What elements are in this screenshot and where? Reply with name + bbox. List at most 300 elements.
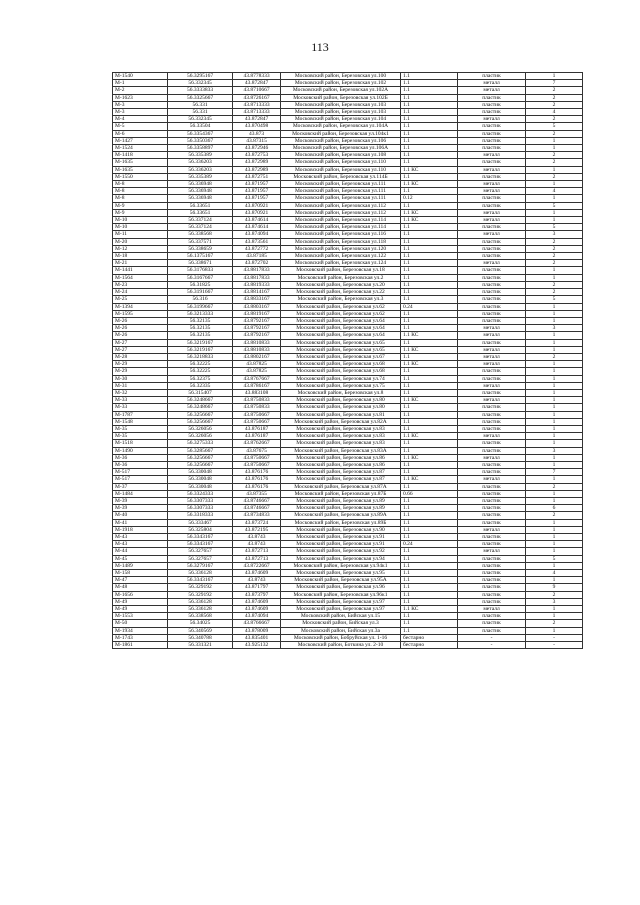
address-cell: Московский район, Березовская ул.97 <box>281 598 401 605</box>
latitude-cell: 56.3256667 <box>168 461 233 468</box>
container-count-cell: 2 <box>526 483 583 490</box>
latitude-cell: 56.340788 <box>168 634 233 641</box>
container-material-cell: пластик <box>458 505 526 512</box>
container-count-cell: 2 <box>526 130 583 137</box>
address-cell: Московский район, Березовская ул.114 <box>281 224 401 231</box>
table-row <box>113 469 583 476</box>
container-count-cell: 1 <box>526 274 583 281</box>
latitude-cell: 56.32335 <box>168 382 233 389</box>
longitude-cell: 43.8713333 <box>233 109 281 116</box>
table-row <box>113 245 583 252</box>
address-cell: Московский район, Боткина ул. 2-10 <box>281 642 401 649</box>
latitude-cell: 56.332345 <box>168 116 233 123</box>
container-count-cell: 2 <box>526 173 583 180</box>
table-row <box>113 541 583 548</box>
table-row <box>113 368 583 375</box>
table-row <box>113 512 583 519</box>
container-material-cell: пластик <box>458 245 526 252</box>
latitude-cell: 56.3343167 <box>168 534 233 541</box>
container-count-cell: 5 <box>526 224 583 231</box>
container-material-cell: пластик <box>458 253 526 260</box>
longitude-cell: 43.876176 <box>233 483 281 490</box>
page-number: 113 <box>311 40 329 54</box>
container-volume-cell: 1.1 <box>401 555 458 562</box>
address-cell: Московский район, Березовская ул.3 <box>281 296 401 303</box>
latitude-cell: 56.3167667 <box>168 274 233 281</box>
container-volume-cell: 1.1 <box>401 627 458 634</box>
longitude-cell: 43.8750667 <box>233 454 281 461</box>
latitude-cell: 56.3248667 <box>168 404 233 411</box>
latitude-cell: 56.34025 <box>168 620 233 627</box>
longitude-cell: 43.8767667 <box>233 375 281 382</box>
address-cell: Московский район, Березовская ул.104к1 <box>281 130 401 137</box>
address-cell: Московский район, Березовская ул.94к1 <box>281 562 401 569</box>
container-count-cell: 1 <box>526 339 583 346</box>
container-material-cell: пластик <box>458 224 526 231</box>
container-count-cell: 2 <box>526 281 583 288</box>
longitude-cell: 43.870498 <box>233 123 281 130</box>
latitude-cell: 56.32135 <box>168 325 233 332</box>
site-id-cell: М-40 <box>113 512 168 519</box>
latitude-cell: 56.3191667 <box>168 289 233 296</box>
container-volume-cell: 1.1 <box>401 310 458 317</box>
site-id-cell: М-4 <box>113 116 168 123</box>
table-row <box>113 490 583 497</box>
container-material-cell: пластик <box>458 562 526 569</box>
container-count-cell: 1 <box>526 375 583 382</box>
latitude-cell: 56.338671 <box>168 260 233 267</box>
latitude-cell: 56.329192 <box>168 591 233 598</box>
latitude-cell: 56.330048 <box>168 483 233 490</box>
container-count-cell: 2 <box>526 152 583 159</box>
container-material-cell: металл <box>458 346 526 353</box>
longitude-cell: 43.8743 <box>233 577 281 584</box>
container-count-cell: 1 <box>526 332 583 339</box>
address-cell: Московский район, Березовская ул.89 <box>281 505 401 512</box>
container-count-cell: 2 <box>526 253 583 260</box>
container-material-cell: металл <box>458 209 526 216</box>
address-cell: Московский район, Березовская ул.64 <box>281 317 401 324</box>
longitude-cell: 43.87315 <box>233 137 281 144</box>
latitude-cell: 56.3343167 <box>168 577 233 584</box>
longitude-cell: 43.883108 <box>233 389 281 396</box>
container-material-cell: пластик <box>458 101 526 108</box>
address-cell: Московский район, Березовская ул.92 <box>281 548 401 555</box>
container-count-cell: 1 <box>526 267 583 274</box>
latitude-cell: 56.327657 <box>168 548 233 555</box>
latitude-cell: 56.3318333 <box>168 512 233 519</box>
site-id-cell: М-5 <box>113 123 168 130</box>
container-count-cell: 1 <box>526 519 583 526</box>
table-row <box>113 145 583 152</box>
latitude-cell: 56.316 <box>168 296 233 303</box>
longitude-cell: 43.874609 <box>233 570 281 577</box>
longitude-cell: 43.870921 <box>233 202 281 209</box>
table-row <box>113 217 583 224</box>
container-material-cell: пластик <box>458 267 526 274</box>
container-count-cell: 2 <box>526 116 583 123</box>
container-count-cell: 5 <box>526 202 583 209</box>
container-count-cell: 1 <box>526 526 583 533</box>
address-cell: Московский район, Березовская ул.111 <box>281 195 401 202</box>
table-row <box>113 425 583 432</box>
container-count-cell: 1 <box>526 433 583 440</box>
longitude-cell: 43.8810833 <box>233 346 281 353</box>
container-material-cell: металл <box>458 325 526 332</box>
latitude-cell: 56.3354367 <box>168 130 233 137</box>
container-count-cell: 1 <box>526 562 583 569</box>
container-material-cell: пластик <box>458 418 526 425</box>
site-id-cell: М-36 <box>113 461 168 468</box>
table-row <box>113 562 583 569</box>
table-row <box>113 346 583 353</box>
longitude-cell: 43.870921 <box>233 209 281 216</box>
table-row <box>113 339 583 346</box>
container-material-cell: металл <box>458 152 526 159</box>
container-volume-cell: 1.1 <box>401 145 458 152</box>
container-volume-cell: 1.1 <box>401 116 458 123</box>
table-row <box>113 577 583 584</box>
longitude-cell: 43.872751 <box>233 173 281 180</box>
latitude-cell: 56.33504 <box>168 123 233 130</box>
table-body <box>113 73 583 649</box>
container-volume-cell: 1.1 КС <box>401 209 458 216</box>
container-volume-cell: 1.1 КС <box>401 346 458 353</box>
latitude-cell: 56.3199667 <box>168 303 233 310</box>
table-row <box>113 109 583 116</box>
address-cell: Московский район, Березовская ул.103 <box>281 101 401 108</box>
latitude-cell: 56.337124 <box>168 224 233 231</box>
container-material-cell: металл <box>458 188 526 195</box>
container-volume-cell: 1.1 <box>401 224 458 231</box>
latitude-cell: 56.338568 <box>168 231 233 238</box>
address-cell: Московский район, Березовская ул.95А <box>281 577 401 584</box>
container-material-cell: пластик <box>458 519 526 526</box>
site-id-cell: М-45 <box>113 555 168 562</box>
container-material-cell: пластик <box>458 296 526 303</box>
container-count-cell: 2 <box>526 87 583 94</box>
container-material-cell: пластик <box>458 483 526 490</box>
container-volume-cell: 1.1 <box>401 613 458 620</box>
address-cell: Московский район, Березовская ул.87 <box>281 469 401 476</box>
site-id-cell: М-1540 <box>113 73 168 80</box>
container-material-cell: пластик <box>458 109 526 116</box>
container-material-cell: металл <box>458 217 526 224</box>
container-material-cell: пластик <box>458 94 526 101</box>
address-cell: Московский район, Березовская ул.64 <box>281 325 401 332</box>
container-volume-cell: 1.1 <box>401 548 458 555</box>
container-material-cell: металл <box>458 606 526 613</box>
address-cell: Московский район, Березовская ул.102А <box>281 87 401 94</box>
container-count-cell: 6 <box>526 505 583 512</box>
container-volume-cell: 1.1 <box>401 620 458 627</box>
container-volume-cell: 1.1 <box>401 382 458 389</box>
container-material-cell: пластик <box>458 425 526 432</box>
container-count-cell: - <box>526 642 583 649</box>
container-count-cell: 1 <box>526 418 583 425</box>
longitude-cell: 43.872772 <box>233 245 281 252</box>
container-material-cell: пластик <box>458 195 526 202</box>
longitude-cell: 43.8746667 <box>233 497 281 504</box>
container-material-cell: пластик <box>458 303 526 310</box>
container-volume-cell: 1.1 <box>401 339 458 346</box>
table-row <box>113 570 583 577</box>
container-material-cell: пластик <box>458 238 526 245</box>
address-cell: Московский район, Березовская ул.97 <box>281 606 401 613</box>
site-id-cell: М-1550 <box>113 173 168 180</box>
latitude-cell: 56.329192 <box>168 584 233 591</box>
container-volume-cell: 1.1 <box>401 260 458 267</box>
container-material-cell: металл <box>458 476 526 483</box>
table-row <box>113 325 583 332</box>
container-material-cell: пластик <box>458 461 526 468</box>
latitude-cell: 56.3295167 <box>168 73 233 80</box>
site-id-cell: М-1418 <box>113 152 168 159</box>
container-volume-cell: 1.1 <box>401 109 458 116</box>
container-count-cell: 1 <box>526 454 583 461</box>
table-row <box>113 505 583 512</box>
longitude-cell: 43.8802167 <box>233 353 281 360</box>
container-volume-cell: 1.1 КС <box>401 332 458 339</box>
container-material-cell: пластик <box>458 584 526 591</box>
address-cell: Московский район, Березовская ул.91 <box>281 541 401 548</box>
container-volume-cell: 1.1 <box>401 368 458 375</box>
site-id-cell: М-18 <box>113 253 168 260</box>
container-material-cell: пластик <box>458 159 526 166</box>
container-count-cell: 9 <box>526 584 583 591</box>
site-id-cell: М-2 <box>113 87 168 94</box>
site-id-cell: М-26 <box>113 325 168 332</box>
container-count-cell: 1 <box>526 73 583 80</box>
table-row <box>113 375 583 382</box>
container-volume-cell: 1.1 КС <box>401 397 458 404</box>
site-id-cell: М-1918 <box>113 526 168 533</box>
longitude-cell: 43.876176 <box>233 476 281 483</box>
address-cell: Московский район, Березовская ул.65 <box>281 346 401 353</box>
table-row <box>113 476 583 483</box>
container-volume-cell: 1.1 <box>401 512 458 519</box>
container-volume-cell: 1.1 <box>401 562 458 569</box>
container-count-cell: 1 <box>526 404 583 411</box>
longitude-cell: 43.8734833 <box>233 512 281 519</box>
latitude-cell: 56.336203 <box>168 159 233 166</box>
container-material-cell: пластик <box>458 73 526 80</box>
site-id-cell: М-1 <box>113 80 168 87</box>
site-id-cell: М-517 <box>113 469 168 476</box>
site-id-cell: М-33 <box>113 397 168 404</box>
table-row <box>113 591 583 598</box>
container-volume-cell: 1.1 <box>401 159 458 166</box>
table-row <box>113 526 583 533</box>
container-material-cell: пластик <box>458 541 526 548</box>
container-volume-cell: 1.1 <box>401 483 458 490</box>
container-material-cell: металл <box>458 382 526 389</box>
container-material-cell: пластик <box>458 202 526 209</box>
container-volume-cell: 1.1 <box>401 469 458 476</box>
longitude-cell: 43.8803167 <box>233 303 281 310</box>
container-material-cell: пластик <box>458 368 526 375</box>
container-volume-cell: 1.1 <box>401 534 458 541</box>
latitude-cell: 56.3324333 <box>168 490 233 497</box>
address-cell: Московский район, Березовская ул.75 <box>281 382 401 389</box>
site-id-cell: М-158 <box>113 570 168 577</box>
table-row <box>113 404 583 411</box>
site-id-cell: М-8 <box>113 195 168 202</box>
latitude-cell: 56.337571 <box>168 238 233 245</box>
latitude-cell: 56.3279167 <box>168 562 233 569</box>
address-cell: Московский район, Березовская ул.111 <box>281 188 401 195</box>
container-count-cell: 1 <box>526 361 583 368</box>
longitude-cell: 43.8750833 <box>233 397 281 404</box>
container-count-cell: 4 <box>526 188 583 195</box>
site-id-cell: М-39 <box>113 505 168 512</box>
address-cell: Московский район, Березовская ул.87Б <box>281 490 401 497</box>
container-material-cell: металл <box>458 231 526 238</box>
container-count-cell: 1 <box>526 137 583 144</box>
address-cell: Московский район, Березовская ул.96 <box>281 584 401 591</box>
container-material-cell: металл <box>458 361 526 368</box>
container-material-cell: пластик <box>458 440 526 447</box>
table-row <box>113 303 583 310</box>
latitude-cell: 56.3325667 <box>168 94 233 101</box>
site-id-cell: М-11 <box>113 231 168 238</box>
container-material-cell: пластик <box>458 497 526 504</box>
table-row <box>113 73 583 80</box>
table-row <box>113 260 583 267</box>
latitude-cell: 56.1375167 <box>168 253 233 260</box>
site-id-cell: М-1553 <box>113 613 168 620</box>
container-volume-cell: 1.1 <box>401 202 458 209</box>
latitude-cell: 56.337124 <box>168 217 233 224</box>
container-volume-cell: 1.1 <box>401 267 458 274</box>
site-id-cell: М-25 <box>113 296 168 303</box>
longitude-cell: 43.874609 <box>233 606 281 613</box>
address-cell: Московский район, Бийская ул.3а <box>281 627 401 634</box>
latitude-cell: 56.336128 <box>168 570 233 577</box>
table-row <box>113 80 583 87</box>
longitude-cell: 43.876176 <box>233 469 281 476</box>
table-row <box>113 267 583 274</box>
container-volume-cell: 1.1 <box>401 570 458 577</box>
longitude-cell: 43.873561 <box>233 238 281 245</box>
address-cell: Московский район, Березовская ул.124 <box>281 260 401 267</box>
table-row <box>113 94 583 101</box>
container-material-cell: металл <box>458 87 526 94</box>
address-cell: Московский район, Березовская ул.104 <box>281 116 401 123</box>
container-count-cell: 7 <box>526 80 583 87</box>
container-volume-cell: 1.1 <box>401 281 458 288</box>
container-count-cell: 1 <box>526 195 583 202</box>
container-volume-cell: 1.1 <box>401 505 458 512</box>
container-count-cell: 2 <box>526 289 583 296</box>
latitude-cell: 56.3307333 <box>168 497 233 504</box>
container-count-cell: 1 <box>526 613 583 620</box>
latitude-cell: 56.336948 <box>168 188 233 195</box>
latitude-cell: 56.32135 <box>168 332 233 339</box>
site-id-cell: М-1394 <box>113 303 168 310</box>
container-material-cell: пластик <box>458 137 526 144</box>
table-row <box>113 152 583 159</box>
site-id-cell: М-1564 <box>113 274 168 281</box>
latitude-cell: 56.32225 <box>168 368 233 375</box>
address-cell: Московский район, Березовская ул.100 <box>281 73 401 80</box>
table-row <box>113 620 583 627</box>
container-material-cell: пластик <box>458 123 526 130</box>
container-volume-cell: 1.1 КС <box>401 454 458 461</box>
address-cell: Московский район, Березовская ул.114Б <box>281 173 401 180</box>
container-material-cell: пластик <box>458 375 526 382</box>
container-count-cell: 2 <box>526 353 583 360</box>
container-material-cell: металл <box>458 260 526 267</box>
container-material-cell: пластик <box>458 145 526 152</box>
container-volume-cell: 1.1 <box>401 389 458 396</box>
container-count-cell: 1 <box>526 440 583 447</box>
container-volume-cell: 1.1 <box>401 353 458 360</box>
table-row <box>113 238 583 245</box>
container-volume-cell: 1.1 <box>401 173 458 180</box>
container-count-cell: 1 <box>526 534 583 541</box>
table-row <box>113 166 583 173</box>
site-id-cell: М-10 <box>113 217 168 224</box>
container-count-cell: 1 <box>526 411 583 418</box>
container-volume-cell: 1.1 <box>401 497 458 504</box>
container-material-cell: пластик <box>458 534 526 541</box>
container-material-cell: - <box>458 634 526 641</box>
address-cell: Московский район, Березовская ул.74 <box>281 375 401 382</box>
container-material-cell: пластик <box>458 570 526 577</box>
latitude-cell: 56.3248667 <box>168 397 233 404</box>
container-material-cell: пластик <box>458 317 526 324</box>
container-material-cell: металл <box>458 397 526 404</box>
table-row <box>113 281 583 288</box>
latitude-cell: 56.335389 <box>168 173 233 180</box>
container-count-cell: 4 <box>526 570 583 577</box>
address-cell: Московский район, Березовская ул.67 <box>281 353 401 360</box>
table-row <box>113 116 583 123</box>
address-cell: Московский район, Березовская ул.106А <box>281 145 401 152</box>
container-count-cell: 1 <box>526 606 583 613</box>
longitude-cell: 43.8750667 <box>233 411 281 418</box>
longitude-cell: 43.8726167 <box>233 94 281 101</box>
container-volume-cell: 1.1 <box>401 137 458 144</box>
container-volume-cell: 1.1 КС <box>401 361 458 368</box>
address-cell: Московский район, Березовская ул.102Б <box>281 94 401 101</box>
container-material-cell: пластик <box>458 591 526 598</box>
address-cell: Московский район, Березовская ул.89 <box>281 497 401 504</box>
site-id-cell: М-26 <box>113 332 168 339</box>
container-material-cell: пластик <box>458 130 526 137</box>
site-id-cell: М-32 <box>113 389 168 396</box>
container-count-cell: 1 <box>526 303 583 310</box>
table-row <box>113 296 583 303</box>
longitude-cell: 43.8750667 <box>233 461 281 468</box>
container-count-cell: 5 <box>526 296 583 303</box>
longitude-cell: 43.871957 <box>233 188 281 195</box>
longitude-cell: 43.871957 <box>233 181 281 188</box>
table-row <box>113 418 583 425</box>
site-id-cell: М-37 <box>113 483 168 490</box>
table-row <box>113 584 583 591</box>
longitude-cell: 43.871957 <box>233 195 281 202</box>
address-cell: Московский район, Березовская ул.82А <box>281 418 401 425</box>
latitude-cell: 56.3256667 <box>168 411 233 418</box>
container-material-cell: пластик <box>458 389 526 396</box>
container-count-cell: 1 <box>526 548 583 555</box>
container-material-cell: пластик <box>458 512 526 519</box>
site-id-cell: М-30 <box>113 375 168 382</box>
container-count-cell: 1 <box>526 397 583 404</box>
container-volume-cell: 1.1 <box>401 87 458 94</box>
